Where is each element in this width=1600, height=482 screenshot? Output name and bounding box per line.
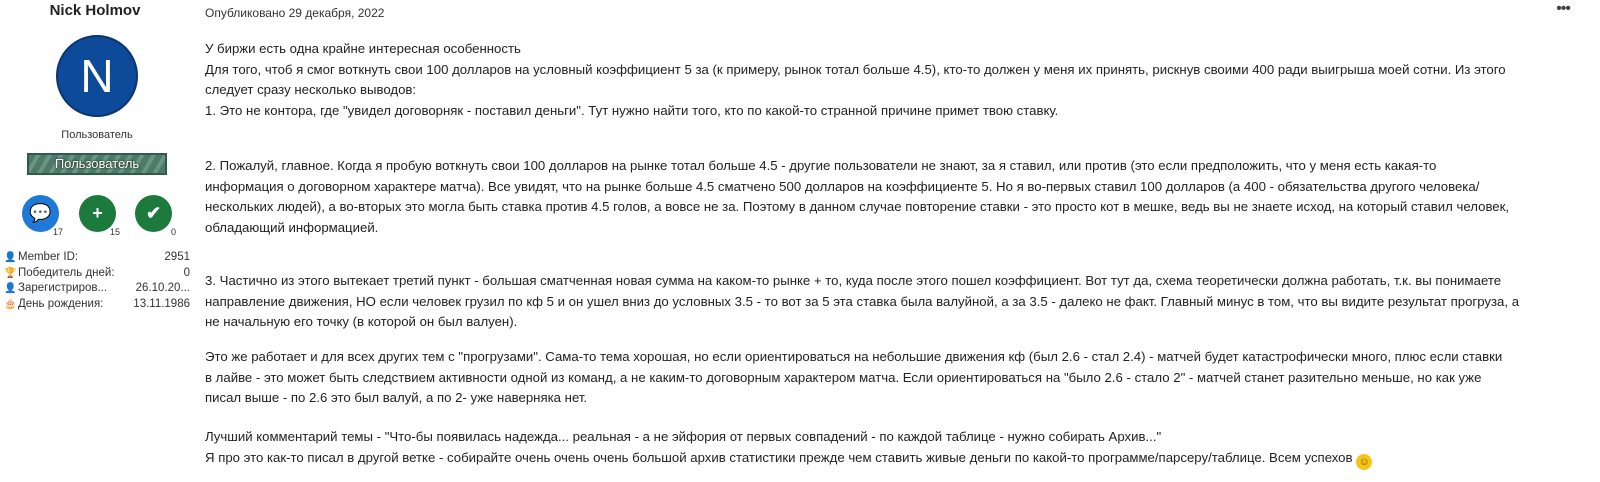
stat-days-won (4, 266, 190, 282)
post-paragraph (205, 39, 1506, 121)
post-paragraph (205, 156, 1509, 238)
author-stats (4, 250, 190, 312)
post-paragraph (205, 347, 1502, 409)
stat-member-id (4, 250, 190, 266)
stat-label: Member ID: (18, 251, 79, 263)
post-line: У биржи есть одна крайне интересная особенность (205, 41, 521, 56)
stat-label: Зарегистриров... (18, 282, 108, 294)
post-line: 3. Частично из этого вытекает третий пункт - большая сматченная новая сумма на каком-то рынке + то, куда после этого пошел коэффициент. Вот тут да, схема теоретически должна работать, т.к. вы понимаете (205, 273, 1502, 288)
member-icon: 👤 (4, 252, 17, 263)
post-date[interactable]: Опубликовано 29 декабря, 2022 (205, 6, 385, 20)
post-line: 2. Пожалуй, главное. Когда я пробую воткнуть свои 100 долларов на рынке тотал больше 4.5 - другие пользователи не знают, за я ставил, или против (это если предположить, что у меня есть какая-то (205, 158, 1437, 173)
cake-icon: 🎂 (4, 298, 17, 310)
stat-birthday (4, 297, 190, 313)
stat-label: День рождения: (18, 297, 104, 310)
badge-count: 15 (109, 227, 120, 237)
stat-value: 13.11.1986 (133, 297, 190, 310)
badge-count: 17 (52, 227, 63, 237)
author-role: Пользователь (61, 129, 133, 141)
post-line: не начальную его точку (в которой он был валуен). (205, 314, 518, 330)
avatar[interactable]: N (56, 35, 138, 117)
post-line: 1. Это не контора, где "увидел договорняк - поставил деньги". Тут нужно найти того, кто по какой-то странной причине примет твою ставку. (205, 102, 1059, 118)
post-line: следует сразу несколько выводов: (205, 82, 417, 98)
smile-emoji-icon: ☺ (1356, 454, 1372, 470)
stat-value: 0 (183, 266, 190, 279)
post-line: Это же работает и для всех других тем с "прогрузами". Сама-то тема хорошая, но если ориентироваться на небольшие движения кф (был 2.6 - стал 2.4) - матчей будет катастрофически много, плюс если ставки (205, 349, 1503, 364)
post-line: в лайве - это может быть следствием активности одной из команд, а не каким-то договорным характером матча. Если ориентироваться на "было 2.6 - стало 2" - матчей станет разительно меньше, но как уже (205, 369, 1482, 385)
user-plus-icon: 👤 (4, 283, 17, 294)
more-options-icon[interactable]: ••• (1556, 0, 1570, 17)
post-line: информация о договорном характере матча). Все увидят, что на рынке больше 4.5 сматчено 500 долларов на коэффициенте 5. Но я во-первых ставил 100 долларов (а 400 - обязательства другого человека/ (205, 178, 1480, 194)
stat-value: 26.10.20... (135, 282, 190, 294)
chat-bubbles-icon[interactable]: 💬 17 (22, 195, 59, 232)
post-line: Для того, чтоб я смог воткнуть свои 100 долларов на условный коэффициент 5 за (к примеру, рынок тотал больше 4.5), кто-то должен у меня их принять, рискнув своими 400 ради выигрыша моей сотни. Из этого (205, 61, 1506, 77)
post-paragraph (205, 427, 1372, 470)
plus-icon[interactable]: + 15 (79, 195, 116, 232)
post-line: направление движения, НО если человек грузил по кф 5 и он ушел вниз до условных 3.5 - то вот за 5 эта ставка была валуйной, а за 3.5 - далеко не факт. Главный минус в том, что вы видите результат прогруза, а (205, 293, 1520, 309)
post-line: нескольких людей), а во-вторых это могла быть ставка против 4.5 голов, а вовсе не за. Поэтому в данном случае повторение ставки - это просто кот в мешке, ведь вы не знаете исход, на который ставил человек, (205, 199, 1510, 215)
trophy-icon: 🏆 (4, 267, 17, 279)
post-line: писал выше - по 2.6 это был валуй, а по 2- уже наверняка нет. (205, 390, 588, 406)
badge-count: 0 (170, 227, 176, 237)
post-line-with-emoji (205, 448, 1372, 470)
stat-registered (4, 281, 190, 297)
stat-label: Победитель дней: (18, 266, 115, 279)
stat-value: 2951 (164, 251, 190, 263)
post-line: Я про это как-то писал в другой ветке - собирайте очень очень очень большой архив статистики прежде чем ставить живые деньги по какой-то программе/парсеру/таблице. Всем успехов (205, 449, 1353, 465)
post-paragraph (205, 271, 1519, 333)
author-name[interactable]: Nick Holmov (49, 2, 141, 19)
post-line: обладающий информацией. (205, 219, 379, 235)
checkmark-icon[interactable]: ✔ 0 (135, 195, 172, 232)
post-line: Лучший комментарий темы - "Что-бы появилась надежда... реальная - а не эйфория от первых совпадений - по каждой таблице - нужно собирать Архив..." (205, 429, 1162, 444)
role-badge: Пользователь (27, 153, 167, 175)
